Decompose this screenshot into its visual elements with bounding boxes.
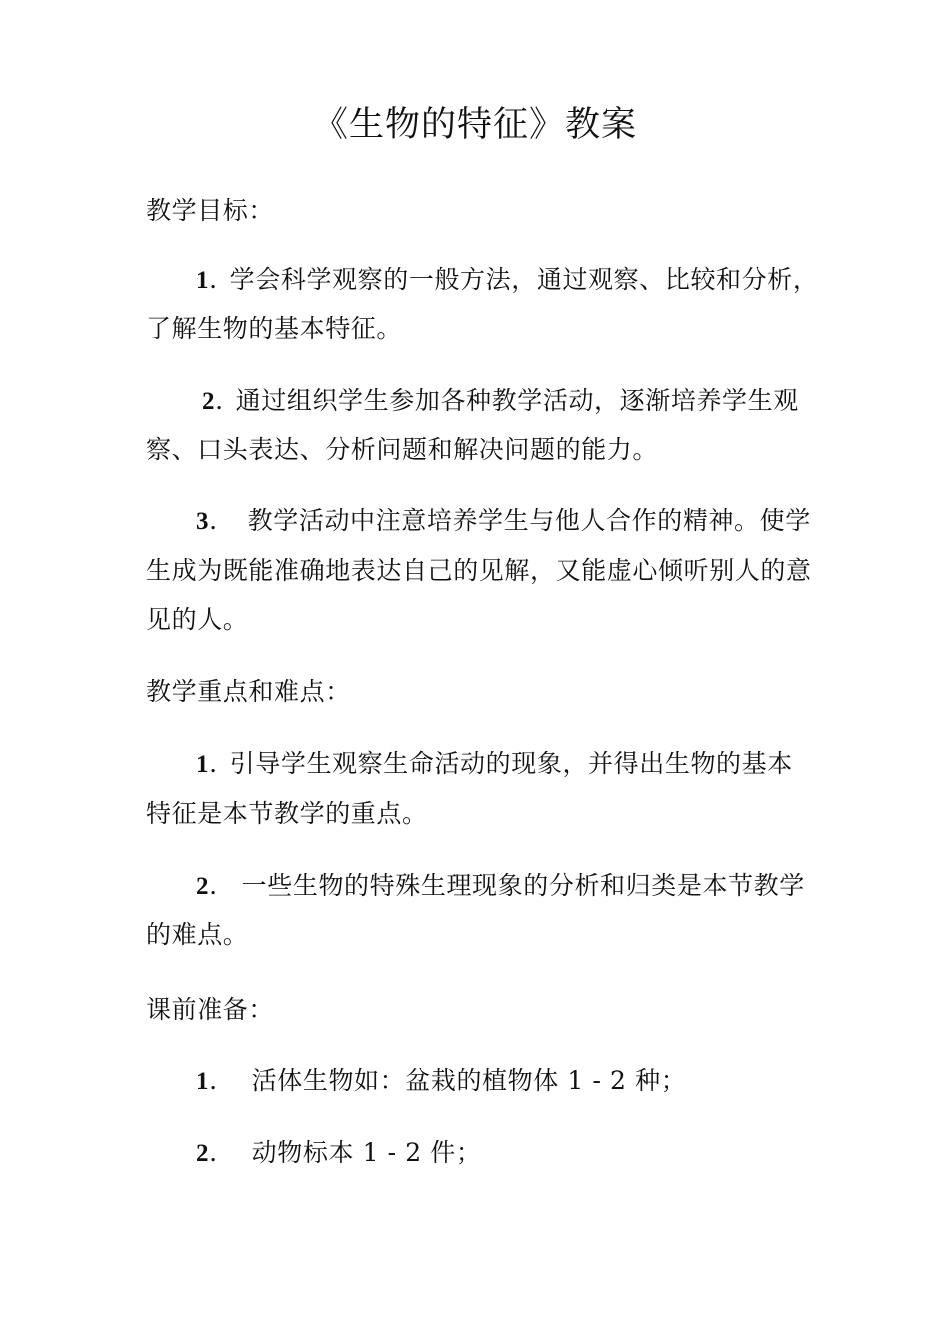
item-number: 3 [196, 508, 210, 535]
keypoint-item-1-line-1 [146, 738, 808, 791]
item-text: 教学活动中注意培养学生与他人合作的精神。使学 [247, 506, 811, 535]
item-number: 2 [196, 873, 210, 900]
item-text: 学会科学观察的一般方法，通过观察、比较和分析， [229, 265, 819, 294]
item-text: 引导学生观察生命活动的现象，并得出生物的基本 [229, 749, 793, 778]
objective-item-1-line-2: 了解生物的基本特征。 [146, 314, 403, 343]
item-separator: . [209, 749, 218, 778]
item-text: 活体生物如：盆栽的植物体 1 - 2 种； [251, 1066, 687, 1095]
item-number: 2 [202, 388, 216, 415]
objective-item-3-line-2: 生成为既能准确地表达自己的见解，又能虚心倾听别人的意 [146, 556, 812, 585]
section-heading-objectives: 教学目标： [146, 196, 275, 225]
item-number: 1 [196, 267, 210, 294]
item-text: 一些生物的特殊生理现象的分析和归类是本节教学 [241, 871, 805, 900]
item-number: 1 [196, 1068, 210, 1095]
objective-item-1-line-1 [146, 254, 819, 307]
item-separator: . [209, 1066, 218, 1095]
item-separator: . [215, 386, 224, 415]
section-heading-key-points: 教学重点和难点： [146, 677, 351, 706]
prep-item-1 [146, 1055, 808, 1108]
item-text: 动物标本 1 - 2 件； [251, 1138, 482, 1167]
item-separator: . [209, 1138, 218, 1167]
item-number: 1 [196, 751, 210, 778]
document-title: 《生物的特征》教案 [312, 105, 637, 145]
item-separator: . [209, 265, 218, 294]
prep-item-2 [146, 1127, 808, 1180]
keypoint-item-2-line-2: 的难点。 [146, 920, 249, 949]
item-separator: . [209, 871, 218, 900]
objective-item-3-line-3: 见的人。 [146, 605, 249, 634]
section-heading-preparation: 课前准备： [146, 995, 275, 1024]
objective-item-2-line-1 [146, 375, 808, 428]
objective-item-3-line-1 [146, 495, 811, 548]
keypoint-item-2-line-1 [146, 860, 808, 913]
item-text: 通过组织学生参加各种教学活动，逐渐培养学生观 [235, 386, 799, 415]
item-number: 2 [196, 1140, 210, 1167]
keypoint-item-1-line-2: 特征是本节教学的重点。 [146, 799, 428, 828]
item-separator: . [209, 506, 218, 535]
objective-item-2-line-2: 察、口头表达、分析问题和解决问题的能力。 [146, 435, 659, 464]
